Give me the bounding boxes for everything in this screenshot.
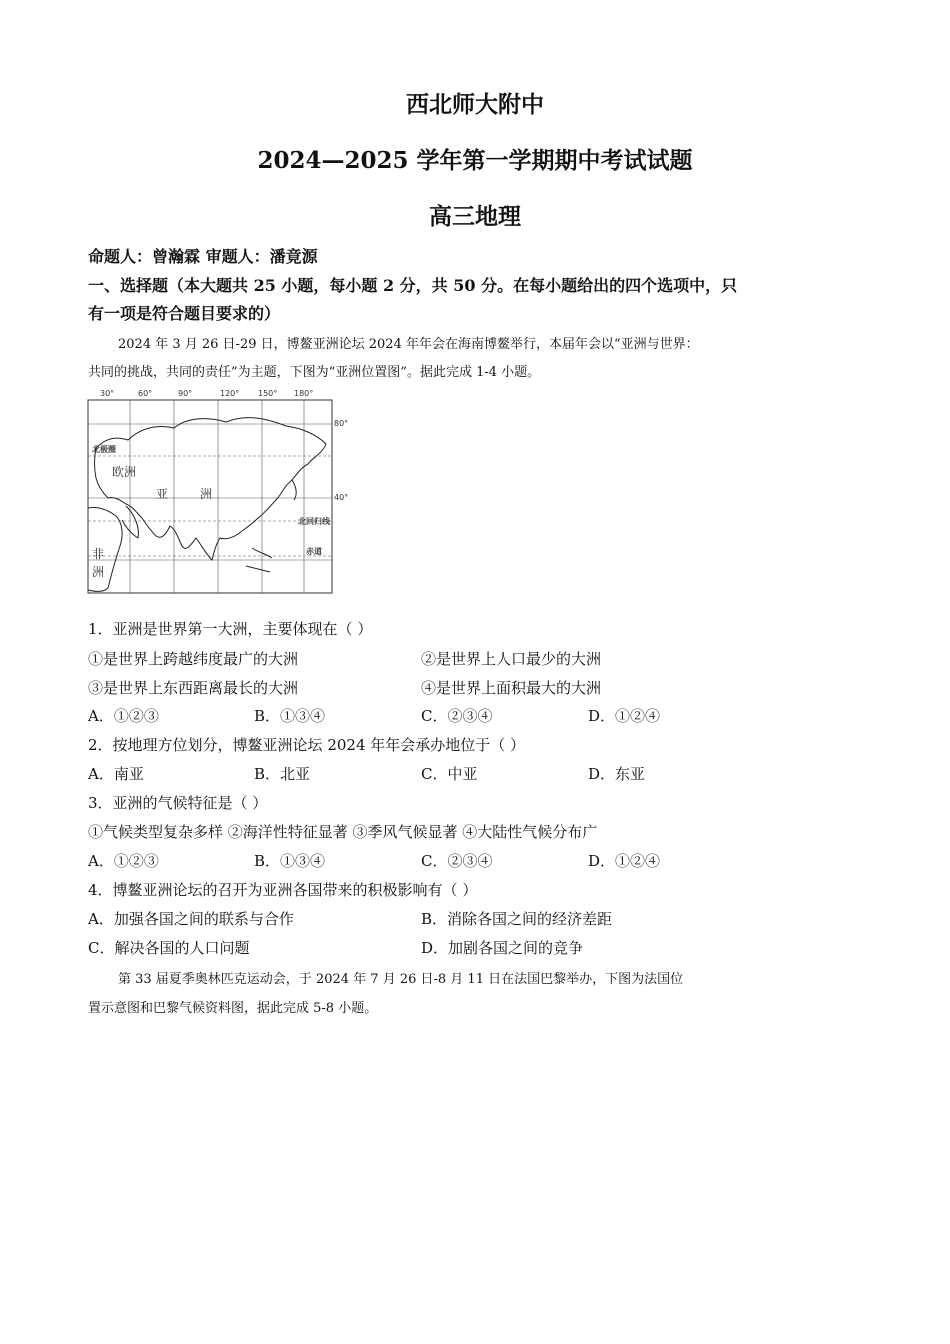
q4-option-c[interactable]: C．解决各国的人口问题	[88, 939, 250, 957]
asia-map-figure	[86, 388, 348, 596]
q3-stem: 3．亚洲的气候特征是（ ）	[88, 794, 268, 812]
lon-tick-150: 150°	[258, 389, 278, 398]
q4-stem: 4．博鳌亚洲论坛的召开为亚洲各国带来的积极影响有（ ）	[88, 881, 478, 899]
q1-option-c[interactable]: C．②③④	[421, 707, 493, 725]
arctic-circle-label: 北极圈	[92, 445, 116, 454]
intro2-line2: 置示意图和巴黎气候资料图，据此完成 5-8 小题。	[88, 1001, 378, 1016]
q3-option-b[interactable]: B．①③④	[254, 852, 326, 870]
exam-title: 2024—2025 学年第一学期期中考试试题	[257, 147, 693, 174]
lon-tick-30: 30°	[100, 389, 115, 398]
asia-label-1: 亚	[156, 487, 169, 501]
africa-label-2: 洲	[92, 565, 105, 579]
subject-title: 高三地理	[429, 203, 521, 230]
q1-statement-2: ②是世界上人口最少的大洲	[421, 650, 602, 668]
q1-stem: 1．亚洲是世界第一大洲，主要体现在（ ）	[88, 620, 373, 638]
q4-option-a[interactable]: A．加强各国之间的联系与合作	[88, 910, 294, 928]
q1-option-d[interactable]: D．①②④	[588, 707, 661, 725]
q1-statement-4: ④是世界上面积最大的大洲	[421, 679, 602, 697]
tropic-label: 北回归线	[298, 517, 330, 526]
q1-statement-1: ①是世界上跨越纬度最广的大洲	[88, 650, 299, 668]
authors-line: 命题人：曾瀚霖 审题人：潘竟源	[88, 247, 318, 266]
q3-option-d[interactable]: D．①②④	[588, 852, 661, 870]
q2-stem: 2．按地理方位划分，博鳌亚洲论坛 2024 年年会承办地位于（ ）	[88, 736, 526, 754]
q3-statements: ①气候类型复杂多样 ②海洋性特征显著 ③季风气候显著 ④大陆性气候分布广	[88, 823, 598, 841]
asia-location-map	[86, 388, 348, 596]
equator-label: 赤道	[306, 547, 322, 556]
q4-option-d[interactable]: D．加剧各国之间的竞争	[421, 939, 584, 957]
section-heading-line1: 一、选择题（本大题共 25 小题，每小题 2 分，共 50 分。在每小题给出的四个选项中，只	[88, 276, 738, 295]
intro1-line2: 共同的挑战，共同的责任”为主题，下图为“亚洲位置图”。据此完成 1-4 小题。	[88, 365, 541, 380]
q2-option-b[interactable]: B．北亚	[254, 765, 311, 783]
lat-tick-80: 80°	[334, 419, 348, 428]
q3-option-a[interactable]: A．①②③	[88, 852, 159, 870]
q2-option-a[interactable]: A．南亚	[88, 765, 144, 783]
q2-option-c[interactable]: C．中亚	[421, 765, 478, 783]
q4-option-b[interactable]: B．消除各国之间的经济差距	[421, 910, 613, 928]
q3-option-c[interactable]: C．②③④	[421, 852, 493, 870]
asia-label-2: 洲	[200, 487, 213, 501]
intro1-line1: 2024 年 3 月 26 日-29 日，博鳌亚洲论坛 2024 年年会在海南博鳌举行，本届年会以“亚洲与世界：	[118, 337, 699, 352]
intro2-line1: 第 33 届夏季奥林匹克运动会，于 2024 年 7 月 26 日-8 月 11 日在法国巴黎举办，下图为法国位	[118, 972, 684, 987]
school-title: 西北师大附中	[406, 91, 544, 118]
q1-option-b[interactable]: B．①③④	[254, 707, 326, 725]
africa-label-1: 非	[92, 547, 105, 561]
q1-option-a[interactable]: A．①②③	[88, 707, 159, 725]
lon-tick-180: 180°	[294, 389, 314, 398]
lon-tick-120: 120°	[220, 389, 240, 398]
lon-tick-60: 60°	[138, 389, 153, 398]
lat-tick-40: 40°	[334, 493, 348, 502]
europe-label: 欧洲	[112, 465, 137, 479]
q1-statement-3: ③是世界上东西距离最长的大洲	[88, 679, 299, 697]
q2-option-d[interactable]: D．东亚	[588, 765, 646, 783]
section-heading-line2: 有一项是符合题目要求的）	[88, 304, 281, 323]
lon-tick-90: 90°	[178, 389, 193, 398]
